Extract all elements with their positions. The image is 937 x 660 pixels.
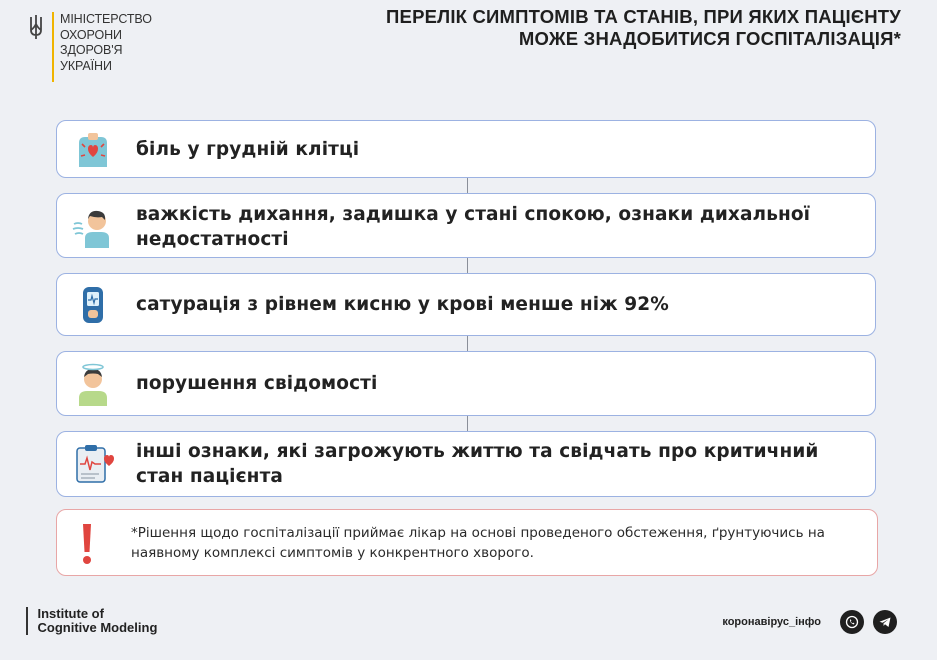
institute-divider [26,607,28,635]
symptom-text: біль у грудній клітці [136,138,360,160]
ministry-divider [52,12,54,82]
connector-line [467,258,468,274]
social-handle[interactable]: коронавірус_інфо [722,616,821,628]
disclaimer-text: *Рішення щодо госпіталізації приймає лікар на основі проведеного обстеження, ґрунтуючись на наявному комплексі симптомів у конкрентного хворого. [131,525,825,561]
symptom-card [56,273,876,336]
connector-line [467,416,468,432]
disclaimer-note [56,509,878,576]
symptom-text: важкість дихання, задишка у стані спокою, ознаки дихальної недостатності [136,204,811,250]
dizziness-icon [71,362,115,406]
symptom-card [56,351,876,416]
ministry-name: МІНІСТЕРСТВО ОХОРОНИ ЗДОРОВ'Я УКРАЇНИ [60,12,152,73]
institute-name: Institute of Cognitive Modeling [37,606,158,635]
trident-icon [28,14,44,40]
institute-logo [26,607,157,635]
chest-pain-icon [71,127,115,171]
symptom-text: сатурація з рівнем кисню у крові менше ніж 92% [136,294,669,315]
symptom-card [56,120,876,178]
pulse-oximeter-icon [71,283,115,327]
symptom-text: порушення свідомості [136,373,378,394]
symptom-text: інші ознаки, які загрожують життю та свідчать про критичний стан пацієнта [136,441,819,487]
medical-chart-icon [71,442,115,486]
ministry-logo [28,12,152,82]
symptom-card [56,193,876,258]
telegram-icon[interactable] [873,610,897,634]
connector-line [467,336,468,352]
symptom-card [56,431,876,497]
viber-icon[interactable] [840,610,864,634]
breathing-difficulty-icon [71,204,115,248]
exclamation-icon [77,522,97,566]
connector-line [467,178,468,194]
social-links [722,610,897,634]
page-title: ПЕРЕЛІК СИМПТОМІВ ТА СТАНІВ, ПРИ ЯКИХ ПАЦІЄНТУ МОЖЕ ЗНАДОБИТИСЯ ГОСПІТАЛІЗАЦІЯ* [386,6,901,49]
